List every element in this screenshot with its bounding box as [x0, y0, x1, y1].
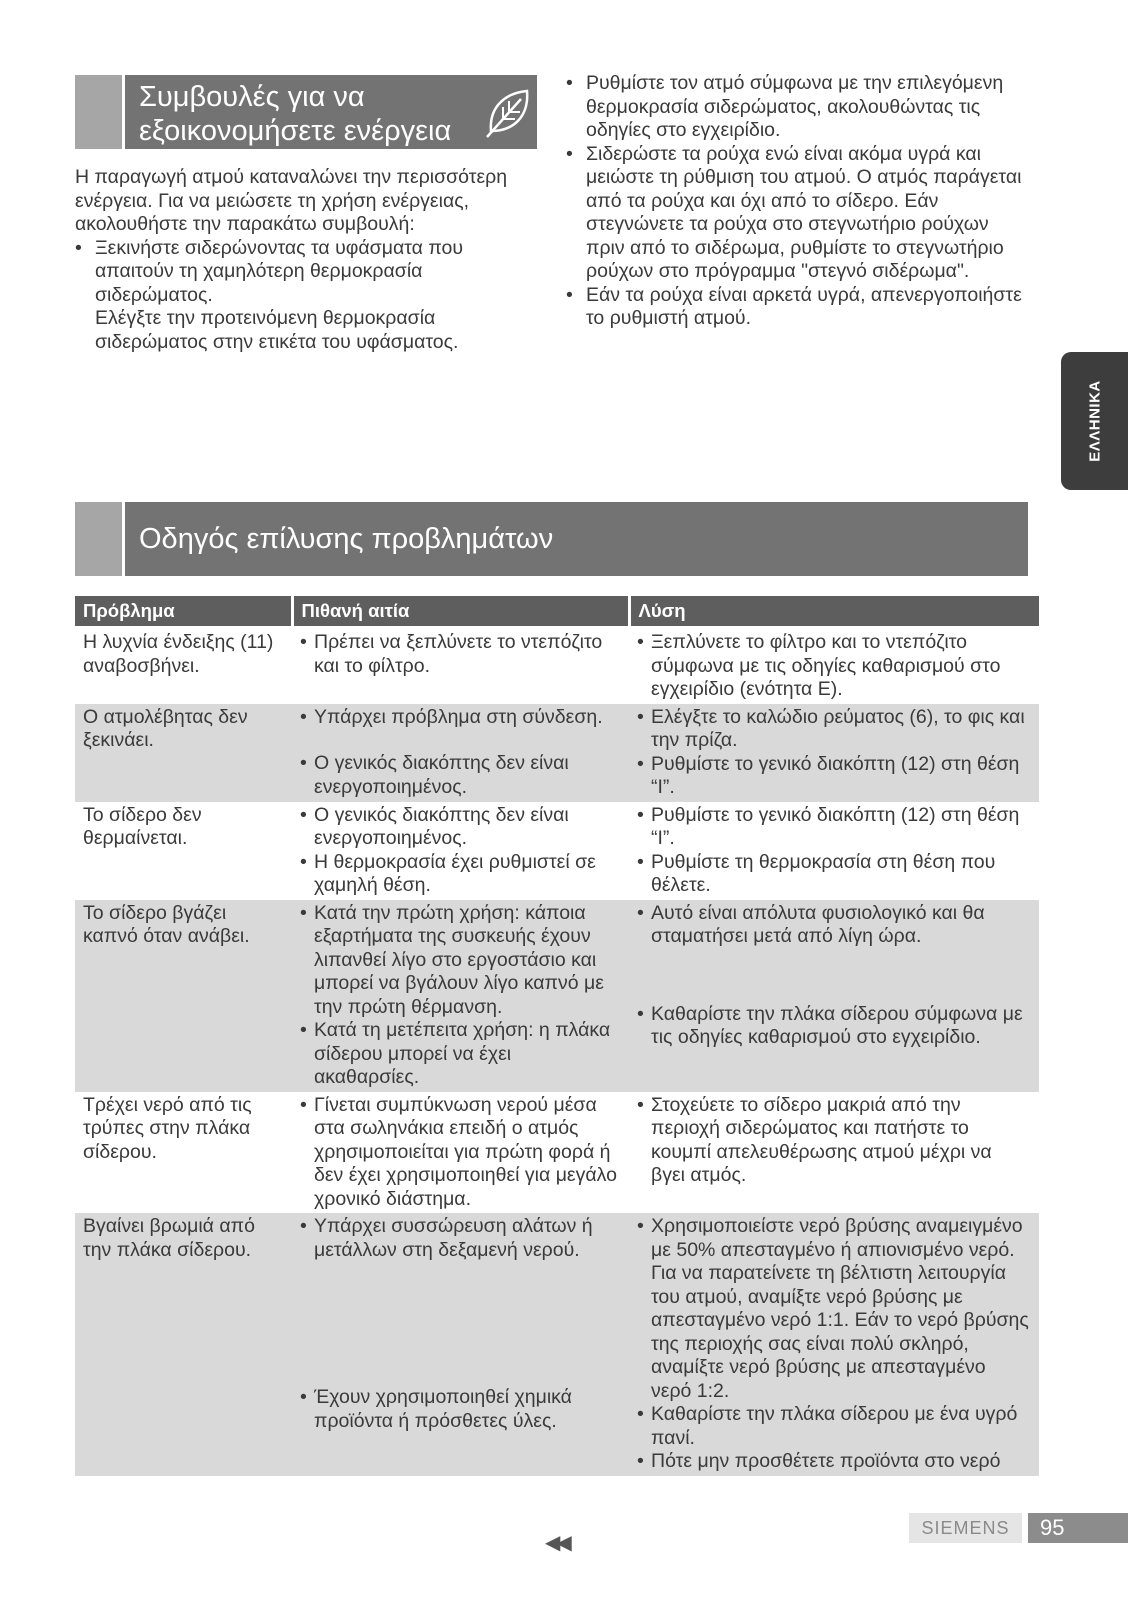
- table-row: [75, 900, 1039, 1092]
- energy-right-column: [566, 72, 1026, 331]
- list-item: • Σιδερώστε τα ρούχα ενώ είναι ακόμα υγρά και μειώστε τη ρύθμιση του ατμού. Ο ατμός παράγεται από τα ρούχα και όχι από το σίδερο. Εάν στεγνώνετε τα ρούχα στο στεγνωτήριο ρούχων πριν από το σιδέρωμα, ρυθμίστε το στεγνωτήριο ρούχων στο πρόγραμμα "στεγνό σιδέρωμα".: [566, 142, 1022, 282]
- page-number: 95: [1028, 1513, 1128, 1543]
- cause-cell: • Ο γενικός διακόπτης δεν είναι ενεργοποιημένος. • Η θερμοκρασία έχει ρυθμιστεί σε χαμηλή θέση.: [300, 803, 596, 896]
- column-header-solution: Λύση: [629, 596, 1039, 626]
- language-tab-label: ΕΛΛΗΝΙΚΑ: [1086, 380, 1103, 462]
- solution-cell: • Αυτό είναι απόλυτα φυσιολογικό και θα σταματήσει μετά από λίγη ώρα. • Καθαρίστε την πλάκα σίδερου σύμφωνα με τις οδηγίες καθαρισμού στο εγχειρίδιο.: [629, 900, 1039, 1092]
- brand-label: SIEMENS: [909, 1513, 1022, 1543]
- solution-cell: • Ελέγξτε το καλώδιο ρεύματος (6), το φις και την πρίζα. • Ρυθμίστε το γενικό διακόπτη (12) στη θέση “I”.: [629, 704, 1039, 802]
- problem-cell: Βγαίνει βρωμιά από την πλάκα σίδερου.: [75, 1213, 292, 1476]
- energy-intro: Η παραγωγή ατμού καταναλώνει την περισσότερη ενέργεια. Για να μειώσετε τη χρήση ενέργειας, ακολουθήστε την παρακάτω συμβουλή:: [75, 166, 508, 235]
- cause-cell: • Υπάρχει πρόβλημα στη σύνδεση. • Ο γενικός διακόπτης δεν είναι ενεργοποιημένος.: [292, 704, 629, 802]
- header-accent: [75, 502, 122, 576]
- energy-list-left: [75, 237, 525, 355]
- energy-section-header: [75, 75, 537, 149]
- list-item: • Ξεκινήστε σιδερώνοντας τα υφάσματα που απαιτούν τη χαμηλότερη θερμοκρασία σιδερώματος. Ελέγξτε την προτεινόμενη θερμοκρασία σιδερώματος στην ετικέτα του υφάσματος.: [75, 237, 525, 355]
- table-row: [75, 626, 1039, 704]
- troubleshooting-header: [75, 502, 1028, 576]
- leaf-icon: [485, 85, 533, 139]
- language-tab: [1061, 352, 1128, 490]
- column-header-problem: Πρόβλημα: [75, 596, 292, 626]
- energy-title: Συμβουλές για να εξοικονομήσετε ενέργεια: [139, 81, 452, 147]
- cause-cell: • Κατά την πρώτη χρήση: κάποια εξαρτήματα της συσκευής έχουν λιπανθεί λίγο στο εργοστάσιο και μπορεί να βγάλουν λίγο καπνό με την πρώτη θέρμανση. • Κατά τη μετέπειτα χρήση: η πλάκα σίδερου μπορεί να έχει ακαθαρσίες.: [292, 900, 629, 1092]
- solution-cell: • Στοχεύετε το σίδερο μακριά από την περιοχή σιδερώματος και πατήστε το κουμπί απελευθέρωσης ατμού μέχρι να βγει ατμός.: [637, 1093, 992, 1186]
- problem-cell: Το σίδερο βγάζει καπνό όταν ανάβει.: [75, 900, 292, 1092]
- list-item: • Ρυθμίστε τον ατμό σύμφωνα με την επιλεγόμενη θερμοκρασία σιδερώματος, ακολουθώντας τις οδηγίες στο εγχειρίδιο.: [566, 72, 1004, 141]
- header-divider: [122, 75, 125, 149]
- previous-page-icon[interactable]: ◀◀: [545, 1532, 568, 1554]
- solution-cell: • Ρυθμίστε το γενικό διακόπτη (12) στη θέση “I”. • Ρυθμίστε τη θερμοκρασία στη θέση που θέλετε.: [637, 803, 1020, 896]
- table-row: [75, 1213, 1039, 1476]
- problem-cell: Το σίδερο δεν θερμαίνεται.: [83, 803, 202, 849]
- problem-cell: Ο ατμολέβητας δεν ξεκινάει.: [75, 704, 292, 802]
- column-header-cause: Πιθανή αιτία: [292, 596, 629, 626]
- cause-cell: • Γίνεται συμπύκνωση νερού μέσα στα σωληνάκια επειδή ο ατμός χρησιμοποιείται για πρώτη φορά ή δεν έχει χρησιμοποιηθεί για μεγάλο χρονικό διάστημα.: [300, 1093, 617, 1210]
- troubleshooting-table: [75, 596, 1039, 1476]
- table-row: [75, 802, 1039, 900]
- troubleshooting-title: Οδηγός επίλυσης προβλημάτων: [139, 523, 554, 555]
- energy-list-right: [566, 72, 1026, 331]
- table-row: [75, 1092, 1039, 1214]
- problem-cell: Τρέχει νερό από τις τρύπες στην πλάκα σίδερου.: [83, 1093, 252, 1163]
- header-accent: [75, 75, 122, 149]
- table-row: [75, 704, 1039, 802]
- list-item: • Εάν τα ρούχα είναι αρκετά υγρά, απενεργοποιήστε το ρυθμιστή ατμού.: [566, 283, 1022, 329]
- cause-cell: • Υπάρχει συσσώρευση αλάτων ή μετάλλων στη δεξαμενή νερού. • Έχουν χρησιμοποιηθεί χημικά προϊόντα ή πρόσθετες ύλες.: [292, 1213, 629, 1476]
- table-header-row: [75, 596, 1039, 626]
- list-item-note: Ελέγξτε την προτεινόμενη θερμοκρασία σιδερώματος στην ετικέτα του υφάσματος.: [95, 307, 459, 353]
- solution-cell: • Χρησιμοποιείστε νερό βρύσης αναμειγμένο με 50% απεσταγμένο ή απιονισμένο νερό. Για να παρατείνετε τη βέλτιστη λειτουργία του ατμού, αναμίξτε νερό βρύσης με απεσταγμένο νερό 1:1. Εάν το νερό βρύσης της περιοχής σας είναι πολύ σκληρό, αναμίξτε νερό βρύσης με απεσταγμένο νερό 1:2. • Καθαρίστε την πλάκα σίδερου με ένα υγρό πανί. • Πότε μην προσθέτετε προϊόντα στο νερό: [629, 1213, 1039, 1476]
- problem-cell: Η λυχνία ένδειξης (11) αναβοσβήνει.: [83, 631, 274, 677]
- energy-left-column: [75, 166, 525, 354]
- solution-cell: • Ξεπλύνετε το φίλτρο και το ντεπόζιτο σύμφωνα με τις οδηγίες καθαρισμού στο εγχειρίδιο (ενότητα Ε).: [637, 631, 1001, 700]
- header-divider: [122, 502, 125, 576]
- cause-cell: • Πρέπει να ξεπλύνετε το ντεπόζιτο και το φίλτρο.: [300, 631, 603, 677]
